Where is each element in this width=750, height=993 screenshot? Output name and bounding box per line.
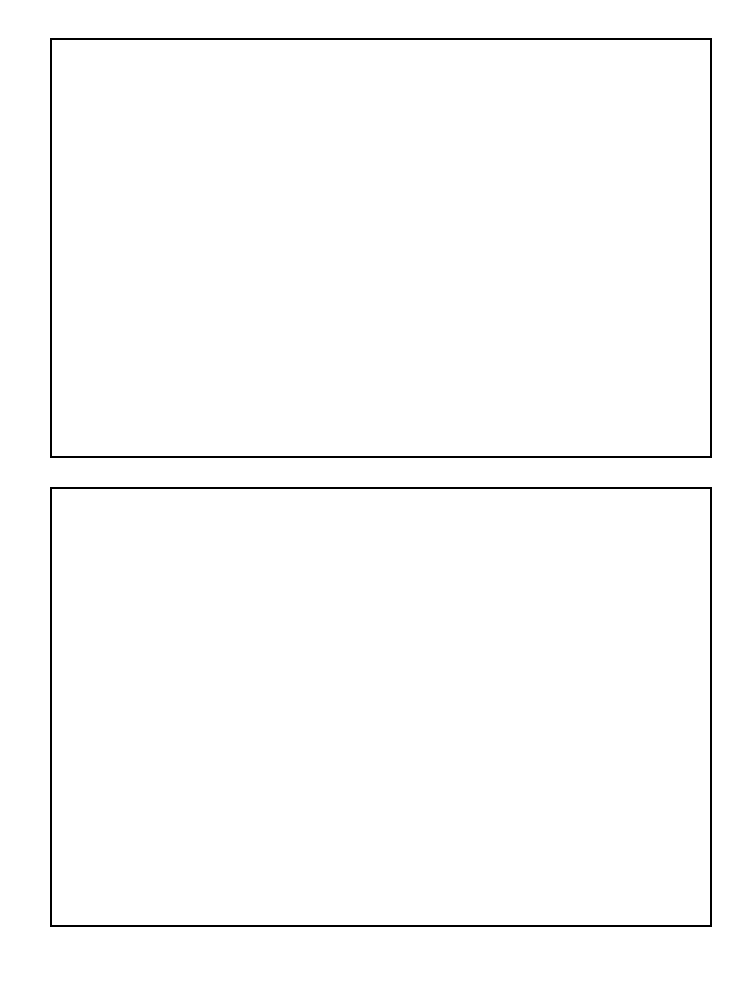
roster-table-top [50,38,712,458]
roster-table-bottom [50,487,712,927]
